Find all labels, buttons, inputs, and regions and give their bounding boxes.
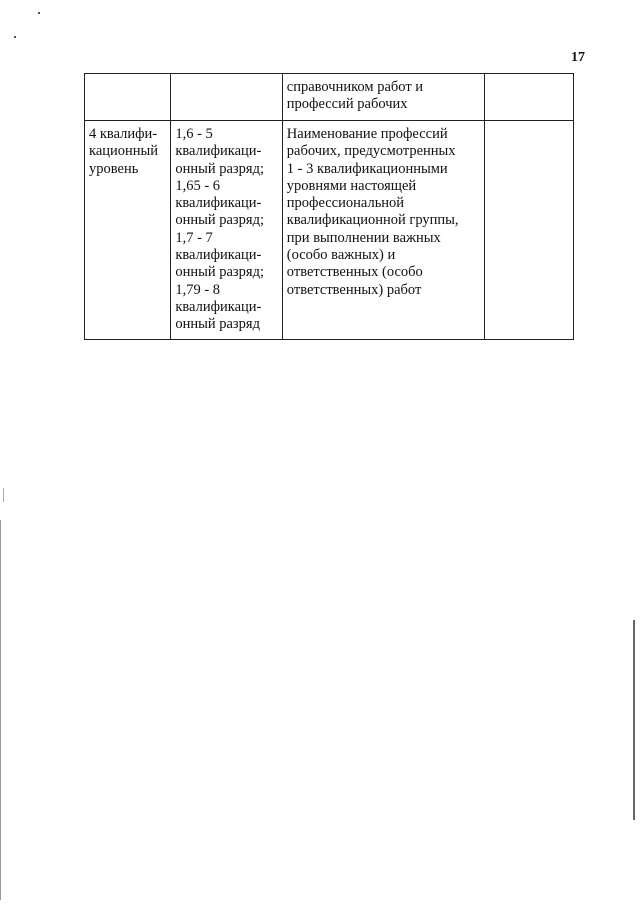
professions-cell: справочником работ и профессий рабочих [282,74,484,121]
table-row [85,74,574,121]
coefficient-cell [171,74,282,121]
qualification-table [84,73,574,340]
scan-speck [14,36,16,38]
level-cell: 4 квалифи- кационный уровень [85,121,171,340]
scan-speck [3,488,4,502]
table-row [85,121,574,340]
level-cell [85,74,171,121]
coefficient-cell: 1,6 - 5 квалификаци- онный разряд; 1,65 - 6 квалификаци- онный разряд; 1,7 - 7 квалификаци- онный разряд; 1,79 - 8 квалификаци- онный разряд [171,121,282,340]
scan-edge-right [633,620,635,820]
professions-cell: Наименование профессий рабочих, предусмотренных 1 - 3 квалификационными уровнями настоящей профессиональной квалификационной группы, при выполнении важных (особо важных) и ответственных (особо ответственных) работ [282,121,484,340]
scan-speck [38,12,40,14]
extra-cell [484,121,573,340]
page-number: 17 [571,50,585,65]
extra-cell [484,74,573,121]
scan-edge-left [0,520,1,900]
